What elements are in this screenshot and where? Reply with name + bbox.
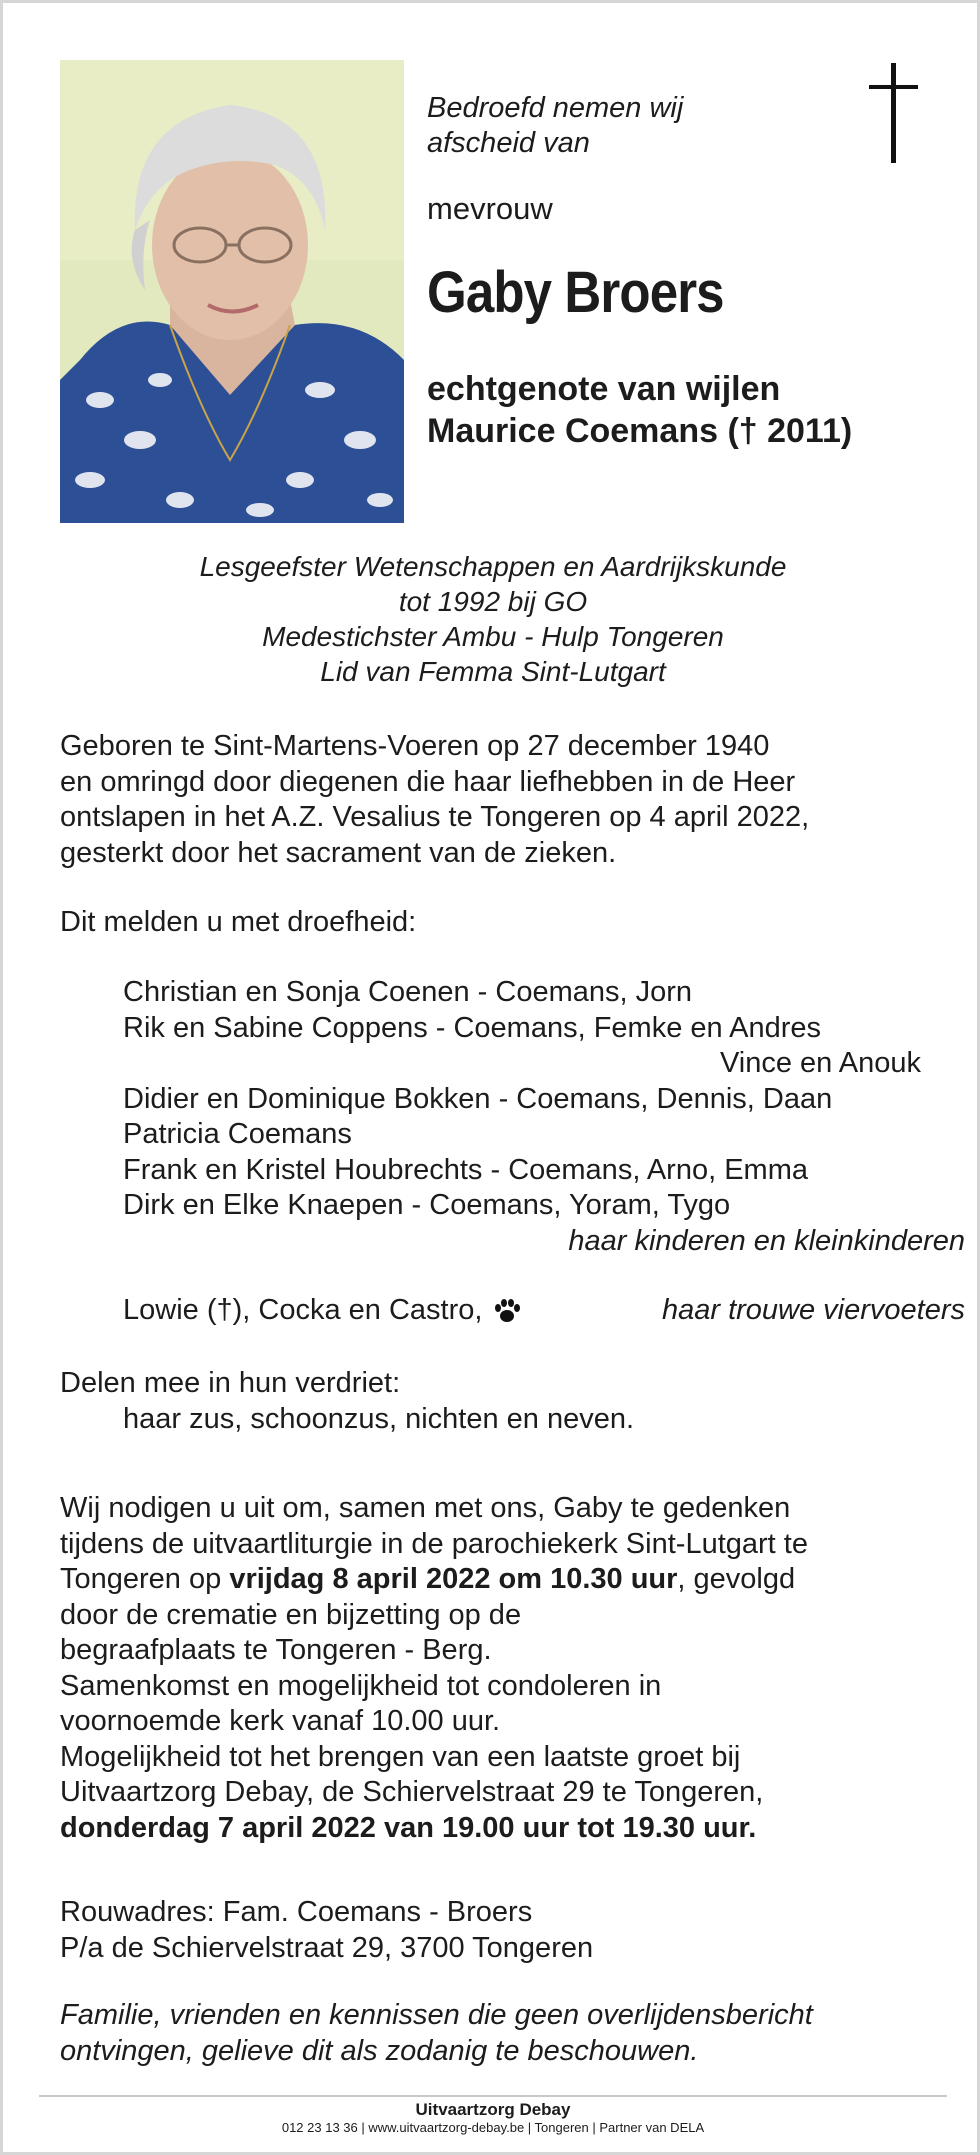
intro-text [427,91,807,161]
invitation-text: , gevolgd [677,1563,796,1595]
spouse-line-1: echtgenote van wijlen [427,370,781,408]
intro-line-1: Bedroefd nemen wij [427,92,684,124]
family-row: Dirk en Elke Knaepen - Coemans, Yoram, Tygo [123,1189,731,1221]
funeral-home-name: Uitvaartzorg Debay [415,2100,571,2119]
family-caption: haar kinderen en kleinkinderen [568,1224,965,1257]
title-line: Lid van Femma Sint-Lutgart [320,656,666,687]
birth-line: Geboren te Sint-Martens-Voeren op 27 december 1940 [60,730,770,762]
birth-line: gesterkt door het sacrament van de zieken. [60,836,617,869]
honorific: mevrouw [427,191,553,226]
invitation-line: Wij nodigen u uit om, samen met ons, Gaby te gedenken [60,1492,791,1524]
invitation-line [60,1562,808,1598]
invitation-line: begraafplaats te Tongeren - Berg. [60,1634,492,1666]
mourning-address [60,1895,593,1966]
invitation-line: voornoemde kerk vanaf 10.00 uur. [60,1705,501,1737]
family-row: Rik en Sabine Coppens - Coemans, Femke en Andres [123,1011,821,1044]
visitation-date [60,1811,808,1847]
birth-line: en omringd door diegenen die haar liefhebben in de Heer [60,765,796,798]
spouse-text [427,368,947,452]
pets-line [123,1293,965,1329]
family-row: Patricia Coemans [123,1118,352,1150]
portrait-photo [60,60,404,523]
title-line: tot 1992 bij GO [398,586,588,617]
birth-line: ontslapen in het A.Z. Vesalius te Tongeren op 4 april 2022, [60,801,810,833]
invitation-line: Uitvaartzorg Debay, de Schiervelstraat 29 te Tongeren, [60,1776,764,1808]
title-line: Lesgeefster Wetenschappen en Aardrijkskunde [199,551,787,582]
announce-intro: Dit melden u met droefheid: [60,906,417,938]
family-row: Frank en Kristel Houbrechts - Coemans, Arno, Emma [123,1153,808,1186]
invitation-line: Samenkomst en mogelijkheid tot condoleren in [60,1669,662,1702]
share-intro: Delen mee in hun verdriet: [60,1367,401,1399]
share-relatives: haar zus, schoonzus, nichten en neven. [123,1402,635,1435]
cross-icon [861,63,931,163]
intro-line-2: afscheid van [427,127,590,159]
title-line: Medestichster Ambu - Hulp Tongeren [262,621,724,652]
closing-notice [60,1998,813,2069]
invitation-line: tijdens de uitvaartliturgie in de parochiekerk Sint-Lutgart te [60,1527,808,1560]
family-row: Vince en Anouk [719,1047,921,1079]
footer-divider [39,2095,947,2097]
family-row: Didier en Dominique Bokken - Coemans, Dennis, Daan [123,1082,833,1115]
family-row: Christian en Sonja Coenen - Coemans, Jorn [123,976,693,1008]
share-block [60,1366,634,1437]
address-line: Rouwadres: Fam. Coemans - Broers [60,1896,533,1928]
invitation-text: Tongeren op [60,1563,230,1595]
birth-paragraph [60,729,809,871]
invitation-block [60,1491,808,1846]
deceased-name: Gaby Broers [427,260,724,325]
family-list [123,975,965,1259]
invitation-line: door de crematie en bijzetting op de [60,1598,522,1631]
pet-names: Lowie (†), Cocka en Castro, [123,1294,483,1326]
titles-block [3,549,980,689]
invitation-line: Mogelijkheid tot het brengen van een laatste groet bij [60,1740,741,1773]
address-line: P/a de Schiervelstraat 29, 3700 Tongeren [60,1931,594,1964]
spouse-line-2: Maurice Coemans († 2011) [427,412,853,450]
notice-line: ontvingen, gelieve dit als zodanig te beschouwen. [60,2034,699,2067]
pets-caption: haar trouwe viervoeters [661,1294,965,1326]
notice-line: Familie, vrienden en kennissen die geen overlijdensbericht [60,1999,813,2031]
paw-icon [493,1298,521,1324]
funeral-date: vrijdag 8 april 2022 om 10.30 uur [229,1563,678,1595]
visitation-date-text: donderdag 7 april 2022 van 19.00 uur tot 19.30 uur. [60,1811,757,1844]
funeral-home-contact: 012 23 13 36 | www.uitvaartzorg-debay.be | Tongeren | Partner van DELA [281,2120,705,2135]
